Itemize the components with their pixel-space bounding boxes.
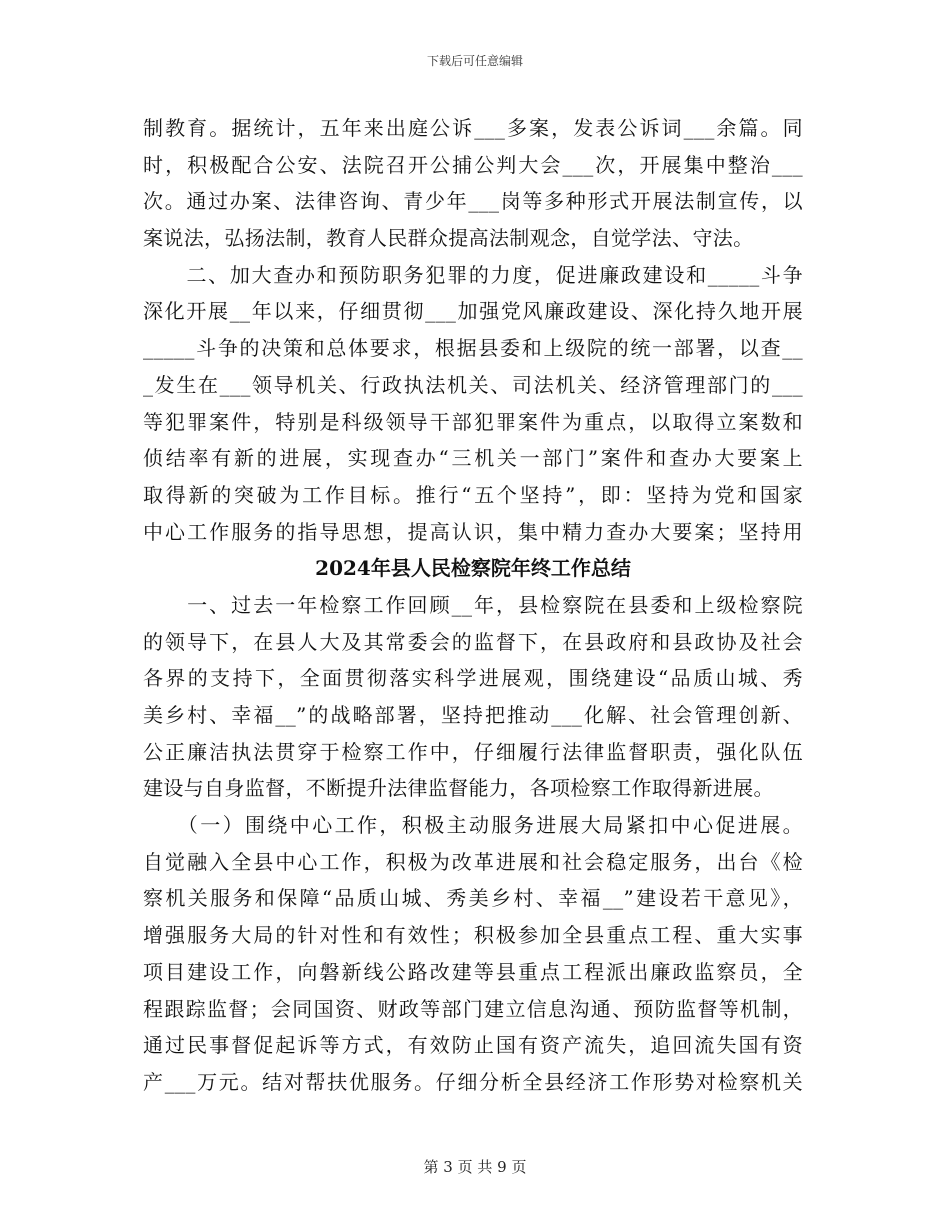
paragraph-line: 产___万元。结对帮扶优服务。仔细分析全县经济工作形势对检察机关 [143, 1069, 803, 1094]
paragraph-line: 的领导下，在县人大及其常委会的监督下，在县政府和县政协及社会 [143, 629, 803, 654]
document-body [143, 110, 803, 1101]
paragraph-line: _____斗争的决策和总体要求，根据县委和上级院的统一部署，以查__ [143, 336, 803, 361]
paragraph-line: 自觉融入全县中心工作，积极为改革进展和社会稳定服务，出台《检 [143, 849, 803, 874]
paragraph-line: 通过民事督促起诉等方式，有效防止国有资产流失，追回流失国有资 [143, 1033, 803, 1058]
paragraph-line: _发生在___领导机关、行政执法机关、司法机关、经济管理部门的___ [143, 372, 803, 397]
paragraph-line: 察机关服务和保障“品质山城、秀美乡村、幸福__”建设若干意见》， [143, 886, 803, 911]
paragraph-line: 各界的支持下，全面贯彻落实科学进展观，围绕建设“品质山城、秀 [143, 666, 803, 691]
paragraph-line: 时，积极配合公安、法院召开公捕公判大会___次，开展集中整治___ [143, 152, 803, 177]
paragraph-line: 项目建设工作，向磐新线公路改建等县重点工程派出廉政监察员，全 [143, 959, 803, 984]
paragraph-line: 中心工作服务的指导思想，提高认识，集中精力查办大要案；坚持用 [143, 519, 803, 544]
section-top [143, 110, 803, 550]
paragraph-line: 程跟踪监督；会同国资、财政等部门建立信息沟通、预防监督等机制， [143, 996, 803, 1021]
paragraph-line: 二、加大查办和预防职务犯罪的力度，促进廉政建设和_____斗争 [143, 262, 803, 287]
paragraph-line: 侦结率有新的进展，实现查办“三机关一部门”案件和查办大要案上 [143, 446, 803, 471]
paragraph-line: 案说法，弘扬法制，教育人民群众提高法制观念，自觉学法、守法。 [143, 226, 754, 251]
paragraph-line: 取得新的突破为工作目标。推行“五个坚持”，即：坚持为党和国家 [143, 482, 803, 507]
paragraph-line: 建设与自身监督，不断提升法律监督能力，各项检察工作取得新进展。 [143, 776, 774, 801]
paragraph-line: （一）围绕中心工作，积极主动服务进展大局紧扣中心促进展。 [143, 813, 803, 838]
paragraph-line: 一、过去一年检察工作回顾__年，县检察院在县委和上级检察院 [143, 592, 803, 617]
paragraph-line: 增强服务大局的针对性和有效性；积极参加全县重点工程、重大实事 [143, 923, 803, 948]
paragraph-line: 公正廉洁执法贯穿于检察工作中，仔细履行法律监督职责，强化队伍 [143, 739, 803, 764]
document-title: 2024年县人民检察院年终工作总结 [315, 556, 631, 581]
paragraph-line: 制教育。据统计，五年来出庭公诉___多案，发表公诉词___余篇。同 [143, 116, 803, 140]
section-main [143, 587, 803, 1101]
page-number: 第 3 页 共 9 页 [423, 1158, 527, 1176]
header-note: 下载后可任意编辑 [426, 54, 523, 68]
paragraph-line: 美乡村、幸福__”的战略部署，坚持把推动___化解、社会管理创新、 [143, 703, 803, 727]
paragraph-line: 深化开展__年以来，仔细贯彻___加强党风廉政建设、深化持久地开展 [143, 299, 803, 324]
paragraph-line: 次。通过办案、法律咨询、青少年___岗等多种形式开展法制宣传，以 [143, 189, 803, 214]
paragraph-line: 等犯罪案件，特别是科级领导干部犯罪案件为重点，以取得立案数和 [143, 409, 803, 434]
